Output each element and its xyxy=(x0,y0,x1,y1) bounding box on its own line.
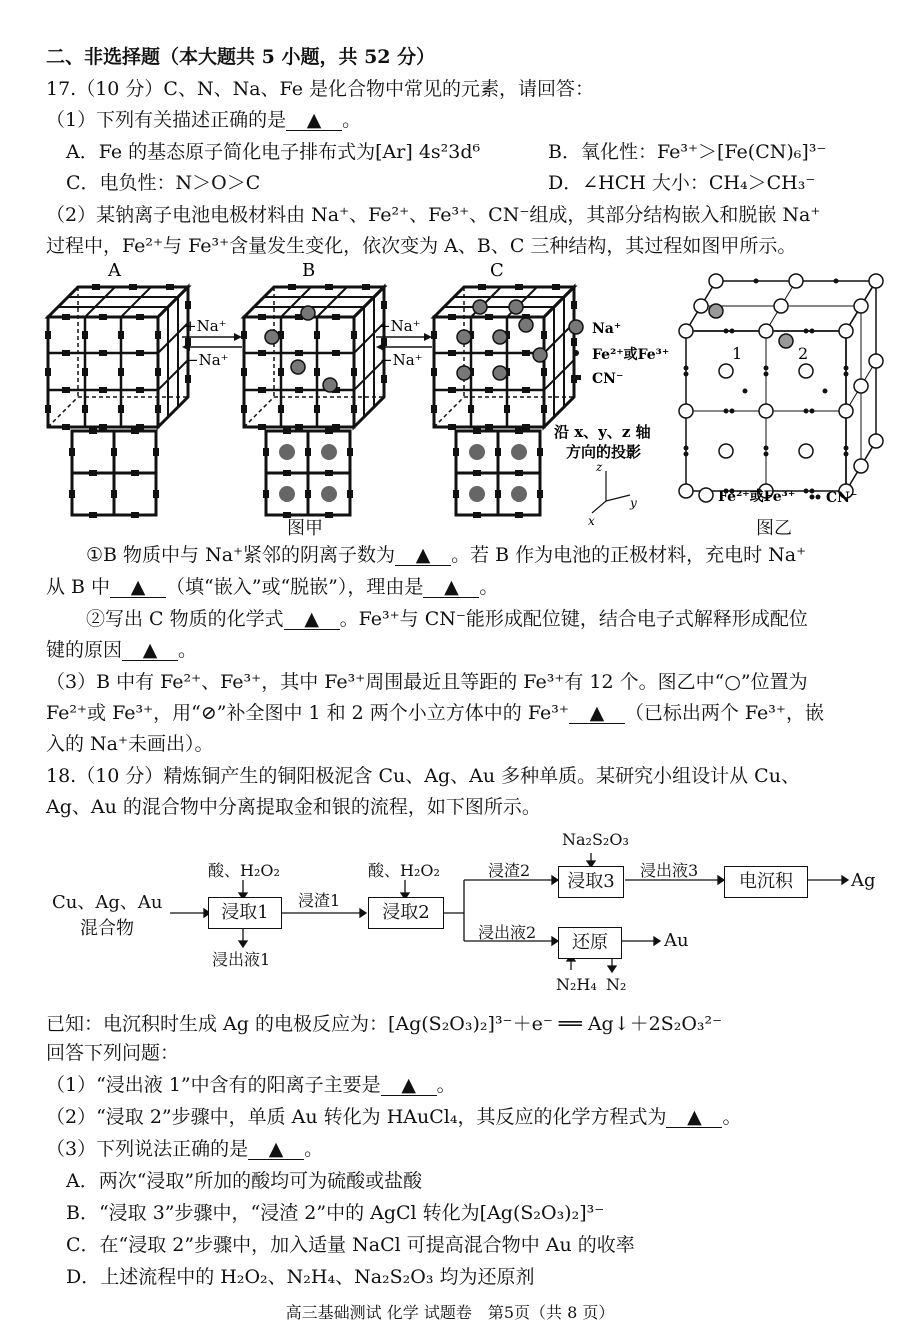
flow-box-reduce: 还原 xyxy=(558,927,622,959)
flow-product-ag: Ag xyxy=(851,870,876,891)
q17-sub2-line1: ②写出 C 物质的化学式 ▲ 。Fe³⁺与 CN⁻能形成配位键，结合电子式解释形成配位 xyxy=(86,608,808,630)
structure-label-b: B xyxy=(302,260,316,281)
q17-part3-line1: （3）B 中有 Fe²⁺、Fe³⁺，其中 Fe³⁺周围最近且等距的 Fe³⁺有 12 个。图乙中“○”位置为 xyxy=(46,671,808,693)
flow-reagent-1: 酸、H₂O₂ xyxy=(208,861,280,880)
q18-part1: （1）“浸出液 1”中含有的阳离子主要是 ▲ 。 xyxy=(46,1074,456,1096)
q18-known: 已知：电沉积时生成 Ag 的电极反应为：[Ag(S₂O₃)₂]³⁻＋e⁻ ══ Ag↓＋2S₂O₃²⁻ xyxy=(46,1013,723,1035)
flow-output-1: 浸出液1 xyxy=(212,950,271,969)
q18-part3: （3）下列说法正确的是 ▲ 。 xyxy=(46,1138,324,1160)
cube-c xyxy=(431,284,577,430)
q17-part2-line1: （2）某钠离子电池电极材料由 Na⁺、Fe²⁺、Fe³⁺、CN⁻组成，其部分结构嵌入和脱嵌 Na⁺ xyxy=(46,204,821,226)
structure-label-a: A xyxy=(108,260,121,281)
q18-option-a: A．两次“浸取”所加的酸均可为硫酸或盐酸 xyxy=(66,1170,423,1192)
projection-note-line1: 沿 x、y、z 轴 xyxy=(554,423,651,441)
q17-option-c: C．电负性：N＞O＞C xyxy=(66,172,261,194)
arrow-remove-na-label-2: −Na⁺ xyxy=(380,351,423,369)
cube-b xyxy=(241,284,387,430)
projection-c xyxy=(453,428,543,518)
q17-sub1-line2: 从 B 中 ▲ （填“嵌入”或“脱嵌”），理由是 ▲ 。 xyxy=(46,576,499,598)
flow-product-au: Au xyxy=(664,930,689,951)
flow-residue-2: 浸渣2 xyxy=(488,861,531,880)
axis-x: x xyxy=(588,514,595,528)
flow-reagent-3: Na₂S₂O₃ xyxy=(562,830,629,849)
q17-part3-line2: Fe²⁺或 Fe³⁺，用“⊘”补全图中 1 和 2 两个小立方体中的 Fe³⁺ ▲ （已标出两个 Fe³⁺，嵌 xyxy=(46,702,824,724)
flow-reagent-2: 酸、H₂O₂ xyxy=(368,861,440,880)
page-footer: 高三基础测试 化学 试题卷 第5页（共 8 页） xyxy=(285,1303,615,1322)
answer-blank[interactable]: ▲ xyxy=(395,545,451,566)
q17-part2-line2: 过程中，Fe²⁺与 Fe³⁺含量发生变化，依次变为 A、B、C 三种结构，其过程如图甲所示。 xyxy=(46,235,797,257)
legend-fe: Fe²⁺或Fe³⁺ xyxy=(592,347,670,363)
q17-option-a: A．Fe 的基态原子简化电子排布式为[Ar] 4s²3d⁶ xyxy=(66,141,481,163)
q18-option-c: C．在“浸取 2”步骤中，加入适量 NaCl 可提高混合物中 Au 的收率 xyxy=(66,1234,635,1256)
flow-residue-1: 浸渣1 xyxy=(298,891,341,910)
q18-stem-line2: Ag、Au 的混合物中分离提取金和银的流程，如下图所示。 xyxy=(46,796,541,818)
q17-sub1-line1: ①B 物质中与 Na⁺紧邻的阴离子数为 ▲ 。若 B 作为电池的正极材料，充电时 Na⁺ xyxy=(86,544,807,566)
caption-jia: 图甲 xyxy=(287,518,323,539)
q18-part2: （2）“浸取 2”步骤中，单质 Au 转化为 HAuCl₄，其反应的化学方程式为 ▲ 。 xyxy=(46,1106,742,1128)
answer-blank[interactable]: ▲ xyxy=(110,577,166,598)
flow-reagent-n2h4: N₂H₄ xyxy=(556,975,597,994)
answer-blank[interactable]: ▲ xyxy=(569,703,625,724)
flowchart-lines xyxy=(0,825,900,1005)
answer-blank[interactable]: ▲ xyxy=(381,1075,437,1096)
axis-z: z xyxy=(596,460,603,474)
projection-note-line2: 方向的投影 xyxy=(566,443,642,461)
q18-option-d: D．上述流程中的 H₂O₂、N₂H₄、Na₂S₂O₃ 均为还原剂 xyxy=(66,1266,535,1288)
structure-label-c: C xyxy=(490,260,504,281)
flow-box-leach1: 浸取1 xyxy=(208,897,282,929)
flow-box-leach2: 浸取2 xyxy=(368,897,444,929)
flow-start-line2: 混合物 xyxy=(80,918,134,939)
q17-part1: （1）下列有关描述正确的是 ▲ 。 xyxy=(46,109,362,131)
legend-cn-yi: CN⁻ xyxy=(826,490,858,506)
flow-liquor-3: 浸出液3 xyxy=(640,861,699,880)
flow-liquor-2: 浸出液2 xyxy=(478,923,537,942)
cube-1-label: 1 xyxy=(732,344,743,363)
answer-blank[interactable]: ▲ xyxy=(423,577,479,598)
cube-a xyxy=(45,284,191,430)
arrow-remove-na-label-1: −Na⁺ xyxy=(186,351,229,369)
cube-2-label: 2 xyxy=(798,344,809,363)
legend-fe-yi: Fe²⁺或Fe³⁺ xyxy=(718,489,796,505)
figure-yi xyxy=(679,274,883,506)
q18-stem-line1: 18.（10 分）精炼铜产生的铜阳极泥含 Cu、Ag、Au 多种单质。某研究小组设计从 Cu、 xyxy=(46,765,800,787)
projection-b xyxy=(263,428,353,518)
flow-box-electrodeposit: 电沉积 xyxy=(724,866,808,898)
answer-blank[interactable]: ▲ xyxy=(666,1107,722,1128)
q18-option-b: B．“浸取 3”步骤中，“浸渣 2”中的 AgCl 转化为[Ag(S₂O₃)₂]³⁻ xyxy=(66,1202,605,1224)
q17-sub2-line2: 键的原因 ▲ 。 xyxy=(46,639,198,661)
answer-blank[interactable]: ▲ xyxy=(286,110,342,131)
caption-yi: 图乙 xyxy=(756,518,792,539)
section-title: 二、非选择题（本大题共 5 小题，共 52 分） xyxy=(46,46,436,68)
axis-y: y xyxy=(630,496,637,510)
figure-jia xyxy=(0,255,900,545)
q17-stem: 17.（10 分）C、N、Na、Fe 是化合物中常见的元素，请回答： xyxy=(46,78,594,100)
answer-blank[interactable]: ▲ xyxy=(284,609,340,630)
legend-cn: CN⁻ xyxy=(592,371,624,387)
arrow-add-na-label-1: +Na⁺ xyxy=(184,317,227,335)
q17-option-b: B．氧化性：Fe³⁺＞[Fe(CN)₆]³⁻ xyxy=(548,141,827,163)
q18-answer-intro: 回答下列问题： xyxy=(46,1042,180,1064)
answer-blank[interactable]: ▲ xyxy=(122,640,178,661)
legend-na: Na⁺ xyxy=(592,321,622,337)
projection-a xyxy=(69,428,159,518)
arrow-add-na-label-2: +Na⁺ xyxy=(378,317,421,335)
q17-option-d: D．∠HCH 大小：CH₄＞CH₃⁻ xyxy=(548,172,816,194)
flow-product-n2: N₂ xyxy=(606,975,627,994)
flow-start-line1: Cu、Ag、Au xyxy=(52,892,163,913)
answer-blank[interactable]: ▲ xyxy=(248,1139,304,1160)
flow-box-leach3: 浸取3 xyxy=(558,866,624,898)
q17-part3-line3: 入的 Na⁺未画出）。 xyxy=(46,733,214,755)
